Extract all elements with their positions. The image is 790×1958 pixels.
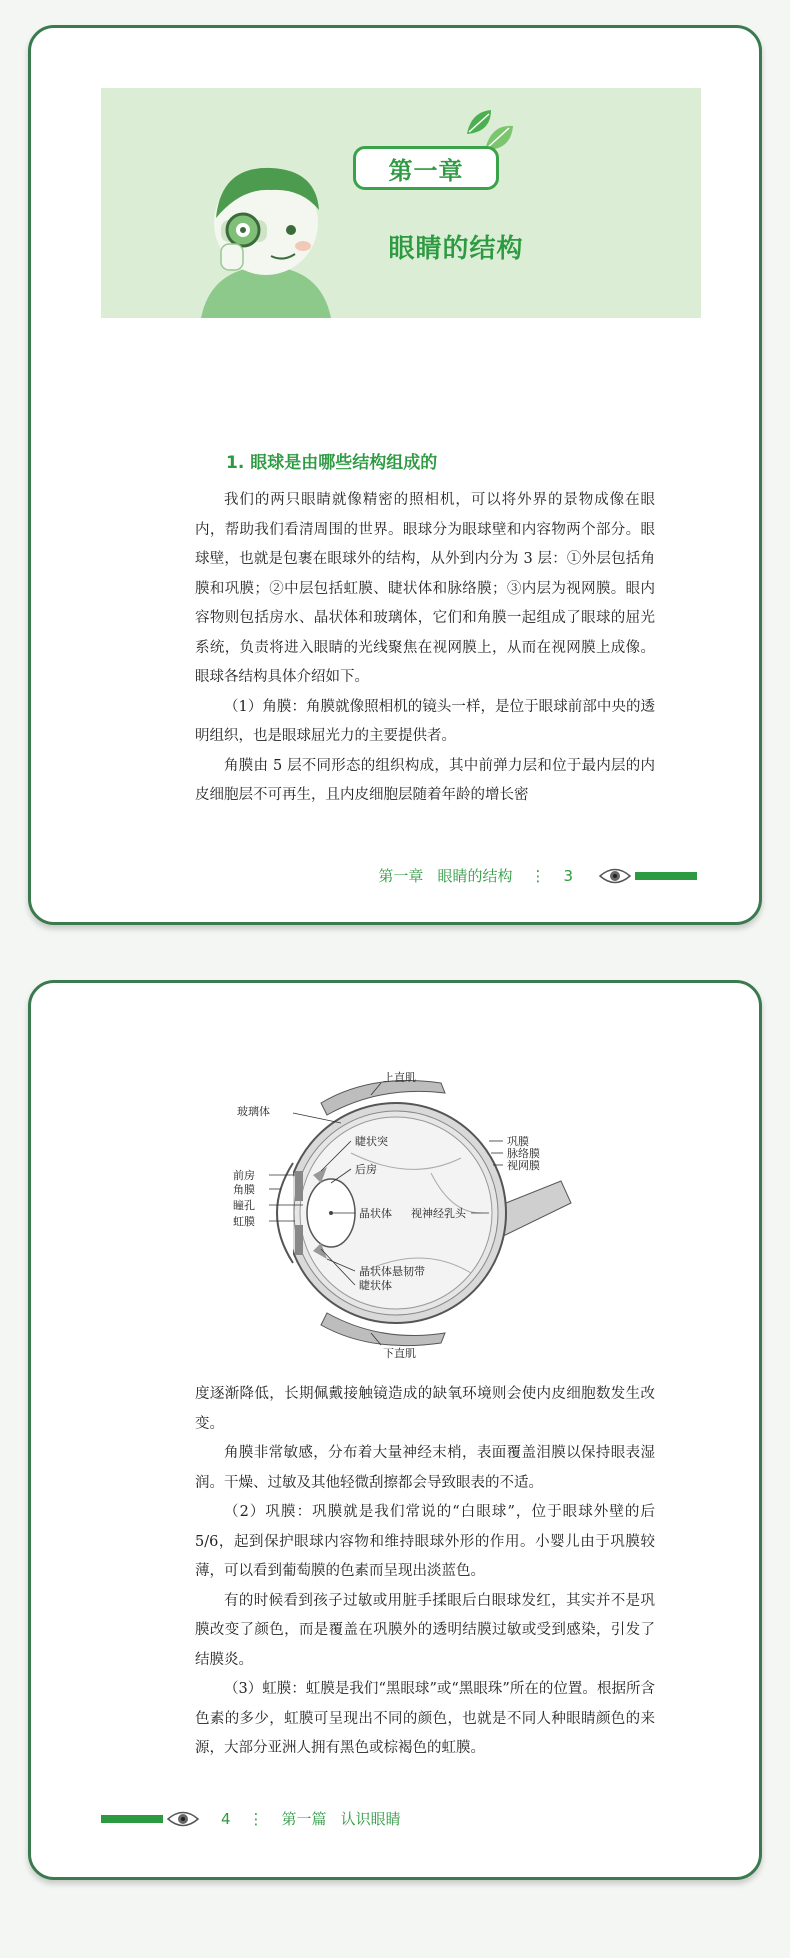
label-posterior-chamber: 后房 (355, 1163, 377, 1176)
footer-part-title: 认识眼睛 (340, 1810, 401, 1828)
page-footer (101, 1808, 401, 1829)
label-inferior-rectus: 下直肌 (383, 1347, 416, 1360)
body-text (195, 486, 655, 811)
label-ciliary-body: 睫状体 (359, 1279, 392, 1292)
paragraph: 度逐渐降低，长期佩戴接触镜造成的缺氧环境则会使内皮细胞数发生改变。 (195, 1386, 655, 1432)
label-zonule: 晶状体悬韧带 (359, 1265, 425, 1278)
book-page-3 (28, 25, 762, 925)
chapter-title: 眼睛的结构 (388, 234, 524, 264)
eye-bar-ornament (595, 867, 697, 885)
label-vitreous: 玻璃体 (237, 1105, 270, 1118)
body-text (195, 1380, 655, 1764)
paragraph: （3）虹膜：虹膜是我们“黑眼球”或“黑眼珠”所在的位置。根据所含色素的多少，虹膜可呈现出不同的颜色，也就是不同人种眼睛颜色的来源，大部分亚洲人拥有黑色或棕褐色的虹膜。 (195, 1681, 655, 1756)
label-choroid: 脉络膜 (507, 1147, 540, 1160)
label-sclera: 巩膜 (507, 1135, 529, 1148)
label-cornea: 角膜 (233, 1183, 255, 1196)
section-heading: 1. 眼球是由哪些结构组成的 (226, 453, 438, 473)
eye-icon (599, 867, 631, 885)
footer-separator: ⋮ (248, 1809, 264, 1828)
eye-bar-ornament (101, 1810, 203, 1828)
child-with-lens-illustration (191, 148, 341, 318)
eye-icon (167, 1810, 199, 1828)
page-number: 4 (221, 1809, 231, 1828)
label-pupil: 瞳孔 (233, 1199, 255, 1212)
label-anterior-chamber: 前房 (233, 1169, 255, 1182)
paragraph: （2）巩膜：巩膜就是我们常说的“白眼球”，位于眼球外壁的后 5/6，起到保护眼球内容物和维持眼球外形的作用。小婴儿由于巩膜较薄，可以看到葡萄膜的色素而呈现出淡蓝色。 (195, 1504, 655, 1579)
footer-chapter: 第一章 (378, 867, 424, 885)
label-ciliary-process: 睫状突 (355, 1135, 388, 1148)
paragraph: 角膜由 5 层不同形态的组织构成，其中前弹力层和位于最内层的内皮细胞层不可再生，且内皮细胞层随着年龄的增长密 (195, 757, 655, 803)
chapter-number-badge: 第一章 (353, 146, 499, 190)
label-lens: 晶状体 (359, 1207, 392, 1220)
eye-anatomy-diagram (231, 1063, 591, 1363)
footer-part: 第一篇 (281, 1810, 327, 1828)
paragraph: （1）角膜：角膜就像照相机的镜头一样，是位于眼球前部中央的透明组织，也是眼球屈光力的主要提供者。 (195, 698, 655, 744)
paragraph: 我们的两只眼睛就像精密的照相机，可以将外界的景物成像在眼内，帮助我们看清周围的世界。眼球分为眼球壁和内容物两个部分。眼球壁，也就是包裹在眼球外的结构，从外到内分为 3 层：①外层包括角膜和巩膜；②中层包括虹膜、睫状体和脉络膜；③内层为视网膜。眼内容物则包括房水、晶状体和玻璃体，它们和角膜一起组成了眼球的屈光系统，负责将进入眼睛的光线聚焦在视网膜上，从而在视网膜上成像。眼球各结构具体介绍如下。 (195, 492, 655, 685)
label-optic-disc: 视神经乳头 (411, 1207, 466, 1220)
paragraph: 角膜非常敏感，分布着大量神经末梢，表面覆盖泪膜以保持眼表湿润。干燥、过敏及其他轻微刮擦都会导致眼表的不适。 (195, 1445, 655, 1491)
footer-chapter-title: 眼睛的结构 (437, 867, 513, 885)
label-superior-rectus: 上直肌 (383, 1071, 416, 1084)
label-retina: 视网膜 (507, 1159, 540, 1172)
book-page-4 (28, 980, 762, 1880)
footer-separator: ⋮ (530, 866, 546, 885)
label-iris: 虹膜 (233, 1215, 255, 1228)
page-footer (378, 865, 697, 886)
paragraph: 有的时候看到孩子过敏或用脏手揉眼后白眼球发红，其实并不是巩膜改变了颜色，而是覆盖在巩膜外的透明结膜过敏或受到感染，引发了结膜炎。 (195, 1592, 655, 1668)
chapter-banner (101, 88, 701, 318)
page-number: 3 (563, 866, 573, 885)
